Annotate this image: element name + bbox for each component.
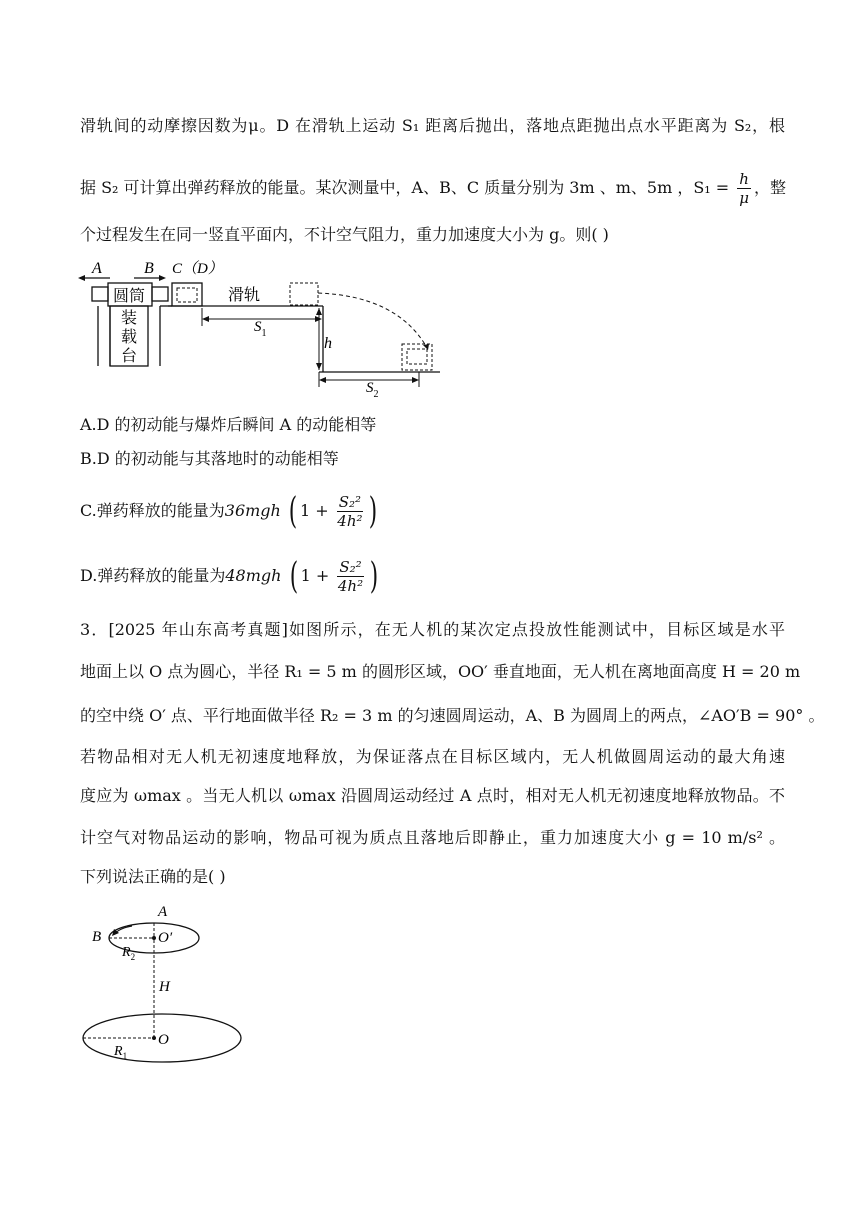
fraction-numerator: h: [739, 170, 749, 188]
q3-line6: 计空气对物品运动的影响，物品可视为质点且落地后即静止，重力加速度大小 g = 10 m/s² 。: [80, 828, 785, 847]
option-C-fraction: [337, 493, 363, 530]
option-C-prefix: C.弹药释放的能量为: [80, 501, 225, 520]
label-A: A: [158, 904, 168, 920]
one-plus: 1 +: [300, 566, 330, 585]
label-S2: $S_2$: [366, 380, 379, 400]
right-paren: ): [368, 490, 378, 532]
fraction-denominator: μ: [739, 189, 749, 207]
para1-line2-tail: ，整: [753, 178, 786, 197]
label-H: H: [159, 979, 170, 995]
para1-line2-text: 据 S₂ 可计算出弹药释放的能量。某次测量中，A、B、C 质量分别为 3m 、m、5m ，S₁ =: [80, 178, 730, 197]
label-R1: $R_1$: [114, 1044, 128, 1061]
right-paren: ): [369, 555, 378, 597]
para1-line3: 个过程发生在同一竖直平面内，不计空气阻力，重力加速度大小为 g。则( ): [80, 225, 609, 244]
label-S1: $S_1$: [254, 319, 267, 339]
q3-line3: 的空中绕 O′ 点、平行地面做半径 R₂ = 3 m 的匀速圆周运动，A、B 为圆周上的两点，∠AO′B = 90° 。: [80, 706, 825, 725]
label-CD: C（D）: [172, 261, 223, 277]
option-D-fraction: [337, 558, 363, 595]
figure-launcher-diagram: [76, 256, 446, 401]
one-plus: 1 +: [299, 501, 329, 520]
label-O-prime: O′: [158, 930, 173, 946]
label-O: O: [158, 1032, 169, 1048]
label-B: B: [144, 260, 154, 277]
label-rail: 滑轨: [228, 287, 261, 304]
fraction-denominator: 4h²: [337, 577, 364, 595]
q3-line4: 若物品相对无人机无初速度地释放，为保证落点在目标区域内，无人机做圆周运动的最大角速: [80, 747, 785, 766]
option-C: [80, 486, 380, 536]
option-D-prefix: D.弹药释放的能量为: [80, 566, 226, 585]
figure-drone-diagram: [78, 898, 278, 1068]
left-paren: (: [289, 555, 298, 597]
para1-line1: 滑轨间的动摩擦因数为μ。D 在滑轨上运动 S₁ 距离后抛出，落地点距抛出点水平距离为 S₂，根: [80, 116, 785, 135]
q3-line7: 下列说法正确的是( ): [80, 867, 226, 886]
label-stage-3: 台: [121, 348, 138, 365]
option-B: B.D 的初动能与其落地时的动能相等: [80, 449, 339, 468]
label-A: A: [92, 260, 102, 277]
option-D: [80, 551, 381, 601]
fraction-denominator: 4h²: [337, 512, 363, 530]
q3-line5: 度应为 ωmax 。当无人机以 ωmax 沿圆周运动经过 A 点时，相对无人机无初速度地释放物品。不: [80, 786, 785, 805]
fraction-numerator: S₂²: [338, 493, 362, 511]
label-stage-1: 装: [121, 310, 138, 327]
q3-line1: 3．[2025 年山东高考真题]如图所示，在无人机的某次定点投放性能测试中，目标区域是水平: [80, 620, 785, 639]
label-stage-2: 载: [121, 329, 138, 346]
fraction-h-over-mu: [737, 170, 751, 207]
q3-line2: 地面上以 O 点为圆心，半径 R₁ = 5 m 的圆形区域，OO′ 垂直地面，无人机在离地面高度 H = 20 m: [80, 662, 801, 681]
label-tube: 圆筒: [113, 288, 146, 305]
option-D-coef: 48mgh: [225, 566, 282, 585]
label-h: h: [324, 335, 332, 352]
para1-line2: [80, 170, 785, 207]
label-R2: $R_2$: [122, 945, 136, 962]
left-paren: (: [288, 490, 298, 532]
option-A: A.D 的初动能与爆炸后瞬间 A 的动能相等: [80, 415, 377, 434]
fraction-numerator: S₂²: [339, 558, 362, 576]
label-B: B: [92, 929, 102, 945]
option-C-coef: 36mgh: [224, 501, 281, 520]
